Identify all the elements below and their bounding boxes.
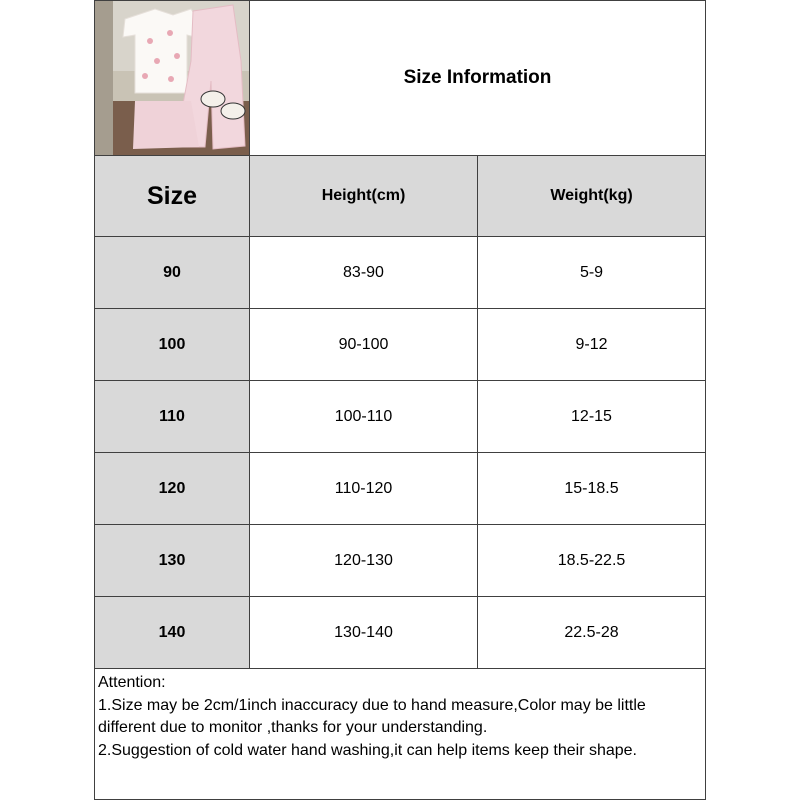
row-size: 140 — [94, 596, 250, 669]
row-weight: 18.5-22.5 — [477, 524, 706, 597]
row-weight: 9-12 — [477, 308, 706, 381]
row-height: 110-120 — [249, 452, 478, 525]
row-size: 90 — [94, 236, 250, 309]
size-chart — [94, 0, 706, 800]
row-size: 100 — [94, 308, 250, 381]
product-photo — [94, 0, 250, 156]
notes-heading: Attention: — [98, 674, 166, 691]
header-weight: Weight(kg) — [477, 155, 706, 237]
row-height: 130-140 — [249, 596, 478, 669]
notes-line-2: 2.Suggestion of cold water hand washing,it can help items keep their shape. — [98, 741, 637, 759]
row-weight: 12-15 — [477, 380, 706, 453]
header-size: Size — [94, 155, 250, 237]
page-title: Size Information — [249, 0, 706, 156]
row-weight: 5-9 — [477, 236, 706, 309]
header-height: Height(cm) — [249, 155, 478, 237]
notes-line-1: 1.Size may be 2cm/1inch inaccuracy due to hand measure,Color may be little different due to monitor ,thanks for your understanding. — [98, 696, 646, 736]
row-height: 90-100 — [249, 308, 478, 381]
row-weight: 15-18.5 — [477, 452, 706, 525]
product-photo-image — [95, 1, 250, 156]
row-height: 120-130 — [249, 524, 478, 597]
row-height: 83-90 — [249, 236, 478, 309]
row-size: 120 — [94, 452, 250, 525]
row-weight: 22.5-28 — [477, 596, 706, 669]
row-height: 100-110 — [249, 380, 478, 453]
row-size: 130 — [94, 524, 250, 597]
row-size: 110 — [94, 380, 250, 453]
attention-notes — [94, 668, 706, 800]
